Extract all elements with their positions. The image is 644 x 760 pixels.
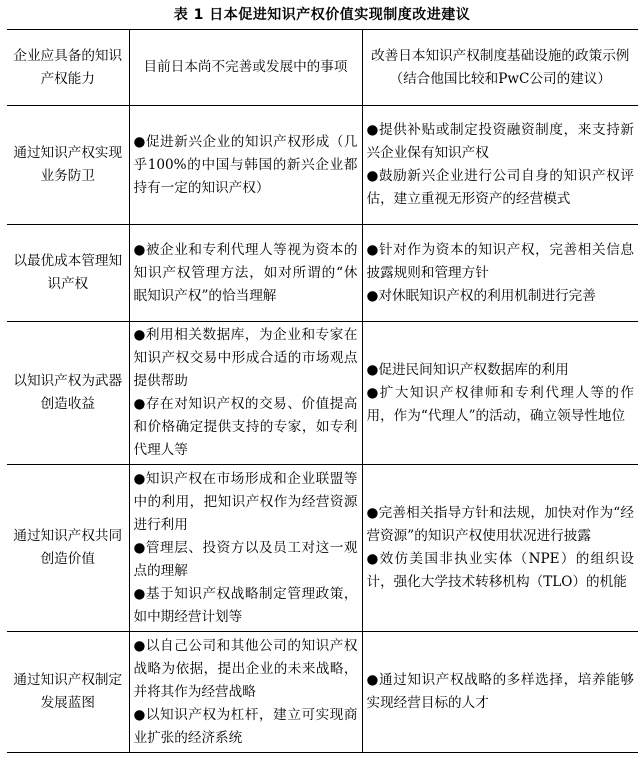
capability-cell: 通过知识产权共同创造价值 <box>13 528 123 567</box>
policies-cell <box>362 225 638 322</box>
issue-item: ●促进新兴企业的知识产权形成（几乎100%的中国与韩国的新兴企业都持有一定的知识产权） <box>133 133 358 196</box>
table-row <box>7 225 638 322</box>
issue-item: ●以自己公司和其他公司的知识产权战略为依据，提出企业的未来战略，并将其作为经营战略 <box>133 637 358 700</box>
policies-cell <box>362 632 638 753</box>
issues-cell <box>129 632 362 753</box>
issue-item: ●被企业和专利代理人等视为资本的知识产权管理方法，如对所谓的“休眠知识产权”的恰当理解 <box>133 241 358 304</box>
header-issues: 目前日本尚不完善或发展中的事项 <box>129 30 362 106</box>
issue-item: ●知识产权在市场形成和企业联盟等中的利用，把知识产权作为经营资源进行利用 <box>133 470 358 533</box>
capability-cell: 以最优成本管理知识产权 <box>13 253 123 292</box>
issue-item: ●存在对知识产权的交易、价值提高和价格确定提供支持的专家，如专利代理人等 <box>133 396 358 458</box>
policy-item: ●效仿美国非执业实体（NPE）的组织设计，强化大学技术转移机构（TLO）的机能 <box>366 551 634 590</box>
policies-cell <box>362 322 638 465</box>
policy-item: ●促进民间知识产权数据库的利用 <box>366 361 569 378</box>
table-row <box>7 322 638 465</box>
issue-item: ●以知识产权为杠杆，建立可实现商业扩张的经济系统 <box>133 706 358 746</box>
policy-table <box>7 29 638 753</box>
table-row <box>7 632 638 753</box>
policy-item: ●完善相关指导方针和法规，加快对作为“经营资源”的知识产权使用状况进行披露 <box>366 505 634 544</box>
header-policies: 改善日本知识产权制度基础设施的政策示例（结合他国比较和PwC公司的建议） <box>371 47 630 87</box>
capability-cell: 以知识产权为武器创造收益 <box>13 373 123 412</box>
policies-cell <box>362 106 638 225</box>
issue-item: ●利用相关数据库，为企业和专家在知识产权交易中形成合适的市场观点提供帮助 <box>133 327 358 389</box>
issues-cell <box>129 322 362 465</box>
policy-item: ●通过知识产权战略的多样选择，培养能够实现经营目标的人才 <box>366 672 634 711</box>
table-row <box>7 465 638 632</box>
policy-item: ●对休眠知识产权的利用机制进行完善 <box>366 287 596 304</box>
policy-item: ●提供补贴或制定投资融资制度，来支持新兴企业保有知识产权 <box>366 122 634 161</box>
header-capability: 企业应具备的知识产权能力 <box>13 47 123 87</box>
policies-cell <box>362 465 638 632</box>
header-row <box>7 30 638 106</box>
table-caption: 表 1 日本促进知识产权价值实现制度改进建议 <box>173 7 471 23</box>
policy-item: ●鼓励新兴企业进行公司自身的知识产权评估，建立重视无形资产的经营模式 <box>366 168 634 207</box>
issues-cell <box>129 465 362 632</box>
table-row <box>7 106 638 225</box>
capability-cell: 通过知识产权制定发展蓝图 <box>13 672 123 711</box>
capability-cell: 通过知识产权实现业务防卫 <box>13 145 123 184</box>
issues-cell <box>129 225 362 322</box>
policy-item: ●扩大知识产权律师和专利代理人等的作用，作为“代理人”的活动，确立领导性地位 <box>366 384 634 424</box>
issues-cell <box>129 106 362 225</box>
issue-item: ●基于知识产权战略制定管理政策，如中期经营计划等 <box>133 585 358 625</box>
policy-item: ●针对作为资本的知识产权，完善相关信息披露规则和管理方针 <box>366 241 634 281</box>
issue-item: ●管理层、投资方以及员工对这一观点的理解 <box>133 539 358 579</box>
